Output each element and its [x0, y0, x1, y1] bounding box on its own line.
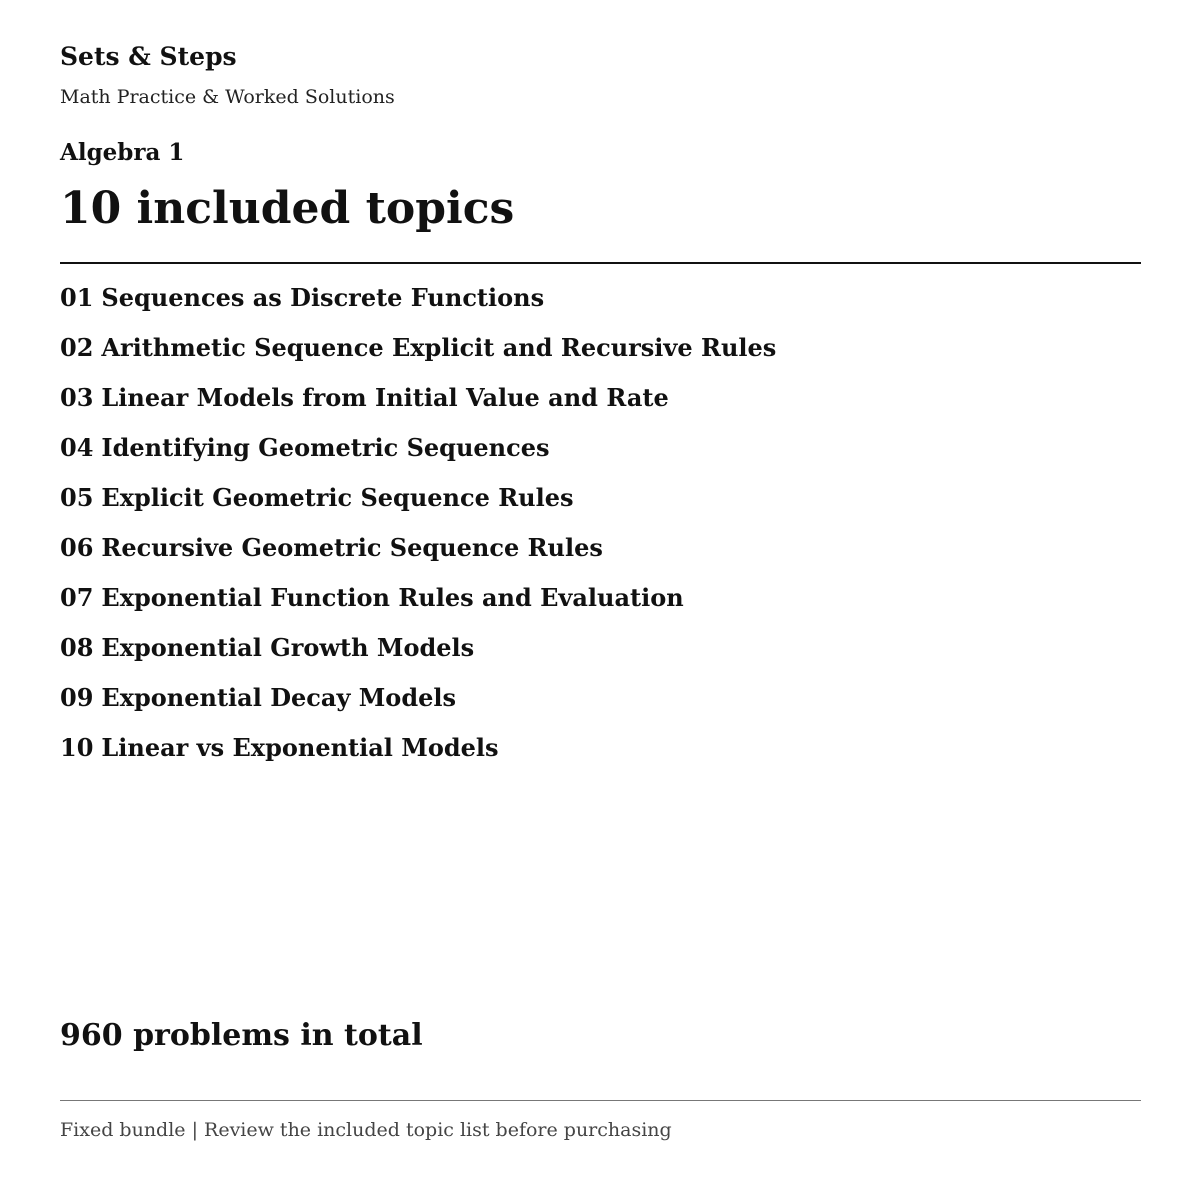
topic-number: 10 [60, 733, 94, 762]
topic-item [60, 380, 776, 430]
topic-item [60, 430, 776, 480]
topic-title: Exponential Growth Models [101, 633, 475, 662]
topic-title: Recursive Geometric Sequence Rules [101, 533, 603, 562]
brand-title: Sets & Steps [60, 42, 237, 71]
brand-tagline: Math Practice & Worked Solutions [60, 86, 395, 108]
topic-item [60, 680, 776, 730]
footer-note: Fixed bundle | Review the included topic list before purchasing [60, 1119, 672, 1141]
topic-title: Linear Models from Initial Value and Rate [101, 383, 669, 412]
topic-title: Explicit Geometric Sequence Rules [101, 483, 574, 512]
topic-number: 04 [60, 433, 94, 462]
topic-item [60, 630, 776, 680]
topic-item [60, 480, 776, 530]
topic-title: Exponential Function Rules and Evaluation [101, 583, 684, 612]
topic-title: Exponential Decay Models [101, 683, 456, 712]
page-title: 10 included topics [60, 183, 515, 234]
problem-total: 960 problems in total [60, 1018, 423, 1053]
topic-list [60, 280, 776, 780]
bundle-page [60, 0, 1141, 1200]
topic-title: Linear vs Exponential Models [101, 733, 499, 762]
topic-number: 09 [60, 683, 94, 712]
topic-item [60, 580, 776, 630]
topic-item [60, 280, 776, 330]
header-divider [60, 262, 1141, 264]
topic-number: 02 [60, 333, 94, 362]
topic-number: 05 [60, 483, 94, 512]
topic-number: 01 [60, 283, 94, 312]
topic-number: 06 [60, 533, 94, 562]
topic-number: 03 [60, 383, 94, 412]
subject-label: Algebra 1 [60, 139, 185, 166]
topic-title: Arithmetic Sequence Explicit and Recursive Rules [101, 333, 777, 362]
topic-number: 07 [60, 583, 94, 612]
topic-title: Identifying Geometric Sequences [101, 433, 550, 462]
topic-item [60, 530, 776, 580]
footer-divider [60, 1100, 1141, 1101]
topic-number: 08 [60, 633, 94, 662]
topic-item [60, 330, 776, 380]
topic-title: Sequences as Discrete Functions [101, 283, 545, 312]
topic-item [60, 730, 776, 780]
